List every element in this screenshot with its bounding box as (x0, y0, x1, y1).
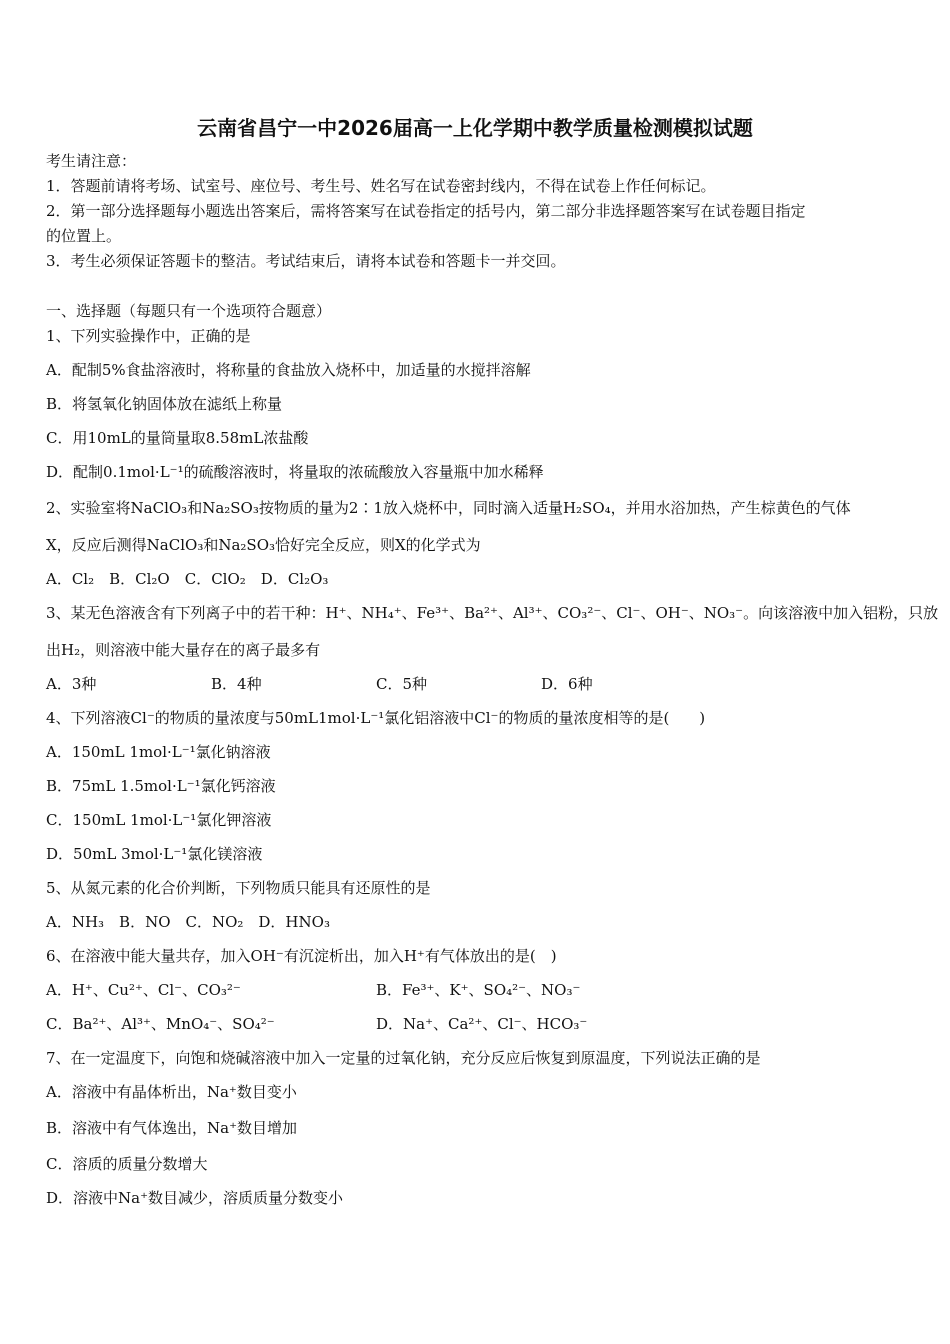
q4-option-a: A．150mL 1mol·L⁻¹氯化钠溶液 (46, 743, 271, 761)
q7-option-c: C．溶质的质量分数增大 (46, 1155, 208, 1173)
q2-stem-line2: X，反应后测得NaClO₃和Na₂SO₃恰好完全反应，则X的化学式为 (46, 536, 481, 554)
q7-option-a: A．溶液中有晶体析出，Na⁺数目变小 (46, 1083, 297, 1101)
q1-option-b: B．将氢氧化钠固体放在滤纸上称量 (46, 395, 283, 413)
section-heading: 一、选择题（每题只有一个选项符合题意） (46, 302, 332, 320)
q2-stem-line1: 2、实验室将NaClO₃和Na₂SO₃按物质的量为2∶1放入烧杯中，同时滴入适量H₂SO₄，并用水浴加热，产生棕黄色的气体 (46, 499, 851, 517)
q1-stem: 1、下列实验操作中，正确的是 (46, 327, 251, 345)
q5-stem: 5、从氮元素的化合价判断，下列物质只能具有还原性的是 (46, 879, 431, 897)
q2-options: A．Cl₂ B．Cl₂O C．ClO₂ D．Cl₂O₃ (46, 570, 329, 588)
q6-option-a: A．H⁺、Cu²⁺、Cl⁻、CO₃²⁻ (46, 981, 241, 999)
q4-option-b: B．75mL 1.5mol·L⁻¹氯化钙溶液 (46, 777, 276, 795)
q3-stem-line2: 出H₂，则溶液中能大量存在的离子最多有 (46, 641, 321, 659)
q5-options: A．NH₃ B．NO C．NO₂ D．HNO₃ (46, 913, 330, 931)
q3-stem-line1: 3、某无色溶液含有下列离子中的若干种：H⁺、NH₄⁺、Fe³⁺、Ba²⁺、Al³⁺、CO₃²⁻、Cl⁻、OH⁻、NO₃⁻。向该溶液中加入铝粉，只放 (46, 604, 939, 622)
q6-option-c: C．Ba²⁺、Al³⁺、MnO₄⁻、SO₄²⁻ (46, 1015, 275, 1033)
notice-heading: 考生请注意： (46, 152, 137, 170)
notice-item-3: 3．考生必须保证答题卡的整洁。考试结束后，请将本试卷和答题卡一并交回。 (46, 252, 566, 270)
q6-stem: 6、在溶液中能大量共存，加入OH⁻有沉淀析出，加入H⁺有气体放出的是( ) (46, 947, 557, 965)
q4-option-c: C．150mL 1mol·L⁻¹氯化钾溶液 (46, 811, 272, 829)
q7-stem: 7、在一定温度下，向饱和烧碱溶液中加入一定量的过氧化钠，充分反应后恢复到原温度，下列说法正确的是 (46, 1049, 761, 1067)
page-title: 云南省昌宁一中2026届高一上化学期中教学质量检测模拟试题 (197, 116, 753, 140)
q3-option-c: C．5种 (376, 675, 428, 693)
q4-stem: 4、下列溶液Cl⁻的物质的量浓度与50mL1mol·L⁻¹氯化铝溶液中Cl⁻的物质的量浓度相等的是( ) (46, 709, 706, 727)
q7-option-d: D．溶液中Na⁺数目减少，溶质质量分数变小 (46, 1189, 344, 1207)
notice-item-2a: 2．第一部分选择题每小题选出答案后，需将答案写在试卷指定的括号内，第二部分非选择题答案写在试卷题目指定 (46, 202, 806, 220)
notice-item-1: 1．答题前请将考场、试室号、座位号、考生号、姓名写在试卷密封线内，不得在试卷上作任何标记。 (46, 177, 716, 195)
q7-option-b: B．溶液中有气体逸出，Na⁺数目增加 (46, 1119, 298, 1137)
q1-option-d: D．配制0.1mol·L⁻¹的硫酸溶液时，将量取的浓硫酸放入容量瓶中加水稀释 (46, 463, 544, 481)
notice-item-2b: 的位置上。 (46, 227, 122, 245)
q6-option-d: D．Na⁺、Ca²⁺、Cl⁻、HCO₃⁻ (376, 1015, 588, 1033)
q6-option-b: B．Fe³⁺、K⁺、SO₄²⁻、NO₃⁻ (376, 981, 581, 999)
q3-option-d: D．6种 (541, 675, 593, 693)
q3-option-b: B．4种 (211, 675, 262, 693)
q1-option-c: C．用10mL的量筒量取8.58mL浓盐酸 (46, 429, 309, 447)
q1-option-a: A．配制5%食盐溶液时，将称量的食盐放入烧杯中，加适量的水搅拌溶解 (46, 361, 531, 379)
q3-option-a: A．3种 (46, 675, 97, 693)
q4-option-d: D．50mL 3mol·L⁻¹氯化镁溶液 (46, 845, 263, 863)
